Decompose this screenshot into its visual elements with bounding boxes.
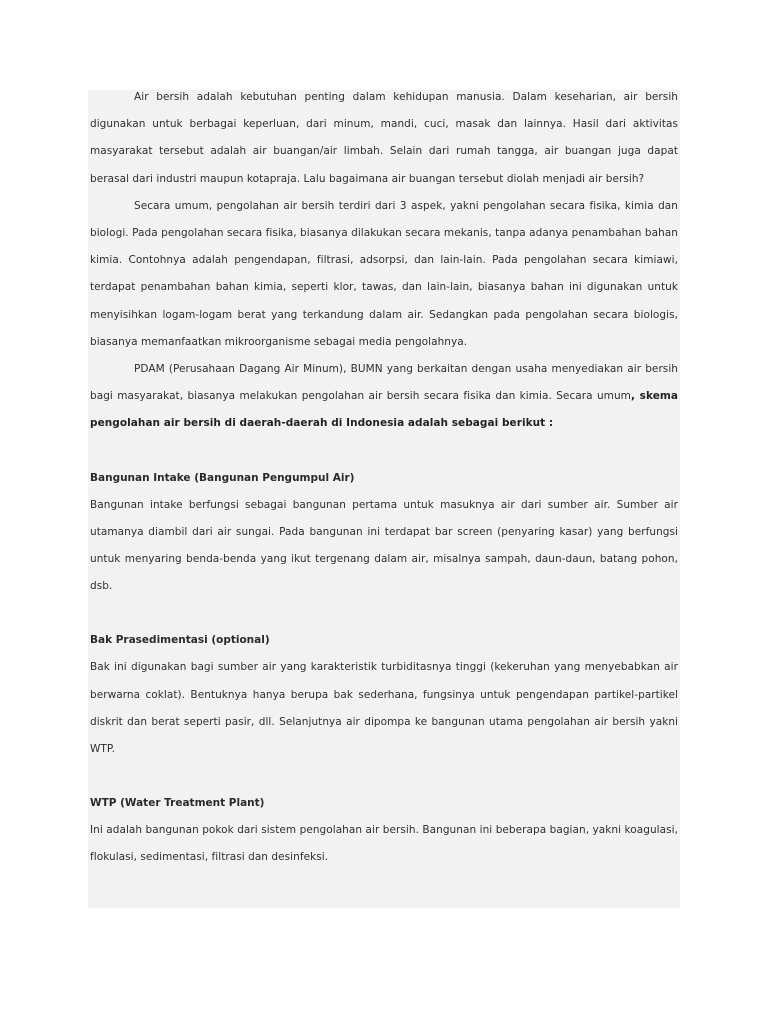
intro-paragraph-1: Air bersih adalah kebutuhan penting dalam kehidupan manusia. Dalam keseharian, air bersih digunakan untuk berbagai keperluan, dari minum, mandi, cuci, masak dan lainnya. Hasil dari aktivitas masyarakat tersebut adalah air buangan/air limbah. Selain dari rumah tangga, air buangan juga dapat berasal dari industri maupun kotapraja. Lalu bagaimana air buangan tersebut diolah menjadi air bersih?: [90, 91, 678, 185]
intro-paragraph-2: Secara umum, pengolahan air bersih terdiri dari 3 aspek, yakni pengolahan secara fisika, kimia dan biologi. Pada pengolahan secara fisika, biasanya dilakukan secara mekanis, tanpa adanya penambahan bahan kimia. Contohnya adalah pengendapan, filtrasi, adsorpsi, dan lain-lain. Pada pengolahan secara kimiawi, terdapat penambahan bahan kimia, seperti klor, tawas, dan lain-lain, biasanya bahan ini digunakan untuk menyisihkan logam-logam berat yang terkandung dalam air. Sedangkan pada pengolahan secara biologis, biasanya memanfaatkan mikroorganisme sebagai media pengolahnya.: [90, 199, 678, 348]
document-body: [90, 84, 678, 872]
section-heading-wtp: WTP (Water Treatment Plant): [90, 797, 265, 810]
section-heading-intake: Bangunan Intake (Bangunan Pengumpul Air): [90, 471, 355, 484]
section-body-wtp: Ini adalah bangunan pokok dari sistem pengolahan air bersih. Bangunan ini beberapa bagian, yakni koagulasi, flokulasi, sedimentasi, filtrasi dan desinfeksi.: [90, 824, 678, 864]
section-body-prasedimentasi: Bak ini digunakan bagi sumber air yang karakteristik turbiditasnya tinggi (kekeruhan yang menyebabkan air berwarna coklat). Bentuknya hanya berupa bak sederhana, fungsinya untuk pengendapan partikel-partikel diskrit dan berat seperti pasir, dll. Selanjutnya air dipompa ke bangunan utama pengolahan air bersih yakni WTP.: [90, 661, 678, 756]
intro-paragraph-3: [90, 356, 678, 438]
section-spacer: [90, 763, 678, 790]
section-body-intake: Bangunan intake berfungsi sebagai bangunan pertama untuk masuknya air dari sumber air. Sumber air utamanya diambil dari air sungai. Pada bangunan ini terdapat bar screen (penyaring kasar) yang berfungsi untuk menyaring benda-benda yang ikut tergenang dalam air, misalnya sampah, daun-daun, batang pohon, dsb.: [90, 498, 678, 593]
section-spacer: [90, 438, 678, 465]
section-spacer: [90, 600, 678, 627]
intro-paragraph-3-text: PDAM (Perusahaan Dagang Air Minum), BUMN yang berkaitan dengan usaha menyediakan air bersih bagi masyarakat, biasanya melakukan pengolahan air bersih secara fisika dan kimia. Secara umum: [90, 363, 678, 403]
section-heading-prasedimentasi: Bak Prasedimentasi (optional): [90, 634, 270, 647]
intro-paragraph-3-emphasis: , skema pengolahan air bersih di daerah-daerah di Indonesia adalah sebagai berikut :: [90, 390, 679, 430]
